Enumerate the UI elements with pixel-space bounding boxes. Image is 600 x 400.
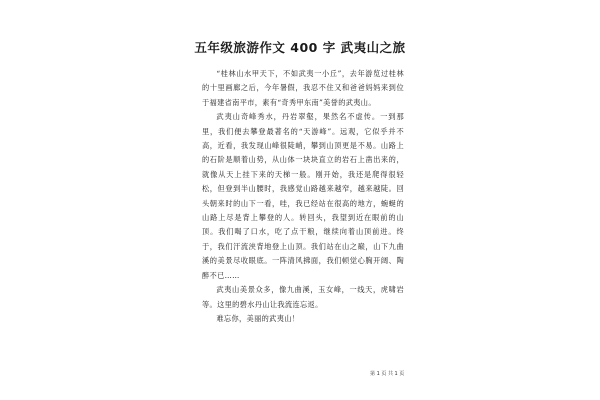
document-body <box>202 67 404 326</box>
document-title: 五年级旅游作文 400 字 武夷山之旅 <box>194 40 406 55</box>
page-number-footer: 第 1 页 共 1 页 <box>370 371 405 377</box>
paragraph-scenery: 武夷山美景众多，像九曲溪，玉女峰，一线天，虎啸岩等。这里的碧水丹山让我流连忘返。 <box>202 285 404 309</box>
paragraph-intro: “桂林山水甲天下，不如武夷一小丘”，去年游览过桂林的十里画廊之后，今年暑假，我忍不住又和爸爸妈妈来到位于福建省南平市，素有“奇秀甲东南”美誉的武夷山。 <box>202 69 404 107</box>
paragraph-climb: 武夷山奇峰秀水，丹岩翠壑，果然名不虚传。一到那里，我们便去攀登最著名的“天游峰”。远观，它似乎并不高，近看，我发现山峰很陡峭，攀到山顶更是不易。山路上的石阶是顺着山势，从山体一块块直立的岩石上凿出来的，就像从天上挂下来的天梯一般。刚开始，我还是爬得很轻松，但登到半山腰时，我感觉山路越来越窄，越来越陡。回头朝来时的山下一看，哇，我已经站在很高的地方，蜿蜒的山路上尽是背上攀登的人。转回头，我望到近在眼前的山顶。我们喝了口水，吃了点干粮，继续向着山顶前进。终于，我们汗流浃背地登上山顶。我们站在山之巅，山下九曲溪的美景尽收眼底。一阵清风拂面，我们顿觉心胸开阔、陶醉不已…… <box>202 112 404 280</box>
paragraph-closing: 难忘你，美丽的武夷山！ <box>216 313 300 323</box>
